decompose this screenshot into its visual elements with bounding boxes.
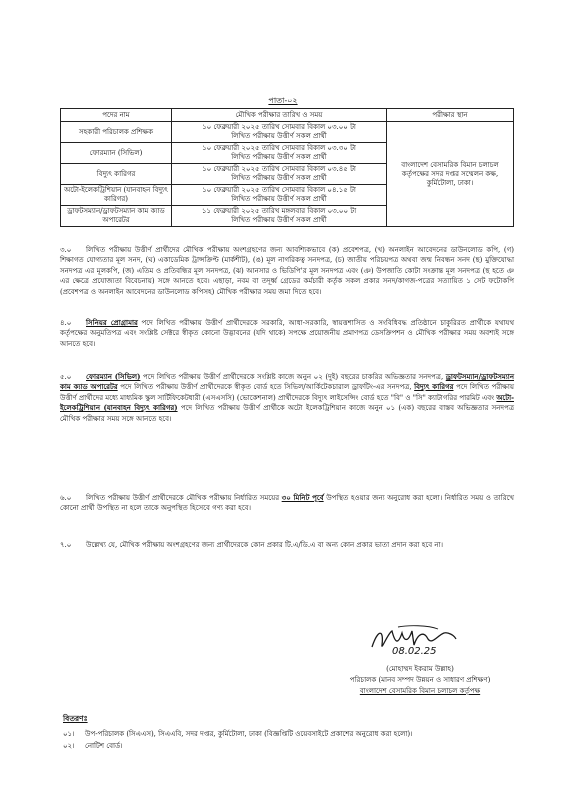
paragraph-3 [60,245,514,297]
paragraph-number: ৩.০ [60,246,72,254]
paragraph-text: লিখিত পরীক্ষায় উত্তীর্ণ প্রার্থীদের মৌখিক পরীক্ষায় অংশগ্রহণের জন্য আবশ্যিকভাবে (ক) প্রবেশপত্র, (খ) অনলাইন আবেদনের ডাউনলোড কপি, (গ) শিক্ষাগত যোগ্যতার মূল সনদ, (ঘ) একাডেমিক ট্রান্সক্রিপ্ট (মার্কশীট), (ঙ) মূল নাগরিকত্ব সনদপত্র, (চ) জাতীয় পরিচয়পত্র অথবা জন্ম নিবন্ধন সনদ (ছ) মুক্তিযোদ্ধা সনদপত্র এর মূলকপি, (জ) এতিম ও প্রতিবন্ধির মূল সনদপত্র, (ঝ) আনসার ও ভিডিপি'র মূল সনদপত্র এবং (ঞ) উপজাতি কোটা সংক্রান্ত মূল সনদপত্র (ছ হতে ঞ এর ক্ষেত্রে প্রযোজ্যতা বিবেচনায়) সঙ্গে আনতে হবে। এছাড়া, নবম বা তদূর্ধ্ব গ্রেডের কর্মচারী কর্তৃক সকল প্রকার সনদ/কাগজ-পত্রের সত্যায়িত ১ সেট ফটোকপি (প্রবেশপত্র ও অনলাইন আবেদনের ডাউনলোড কপিসহ) মৌখিক পরীক্ষার সময় জমা দিতে হবে। [60,246,514,296]
interview-schedule-table [60,108,514,227]
date-line: ১০ ফেব্রুয়ারী ২০২৫ তারিখ সোমবার বিকাল ০৩.০০ টা [202,123,356,131]
date-cell [172,185,387,206]
distribution-text: উপ-পরিচালক (সিএএস), সিএএবি, সদর দপ্তর, কুর্মিটোলা, ঢাকা (বিজ্ঞপ্তিটি ওয়েবসাইটে প্রকাশের অনুরোধ করা হলো)। [85,730,413,738]
candidates-line: লিখিত পরীক্ষায় উত্তীর্ণ সকল প্রার্থী [231,195,327,203]
venue-cell: বাংলাদেশ বেসামরিক বিমান চলাচল কর্তৃপক্ষের সদর দপ্তর সম্মেলন কক্ষ, কুর্মিটোলা, ঢাকা। [387,122,514,227]
date-cell [172,143,387,164]
distribution-number: ০২। [63,742,75,750]
header-post: পদের নাম [61,109,172,122]
post-name-foreman: ফোরম্যান (সিভিল) [86,372,141,381]
signatory-organization: বাংলাদেশ বেসামরিক বিমান চলাচল কর্তৃপক্ষ [359,687,481,695]
header-venue: পরীক্ষার স্থান [387,109,514,122]
header-date-time: মৌখিক পরীক্ষার তারিখ ও সময় [172,109,387,122]
date-line: ১০ ফেব্রুয়ারী ২০২৫ তারিখ সোমবার বিকাল ০৩.৪৫ টা [202,165,356,173]
paragraph-number: ৪.০ [60,319,72,327]
paragraph-text: লিখিত পরীক্ষায় উত্তীর্ণ প্রার্থীদেরকে মৌখিক পরীক্ষায় নির্ধারিত সময়ের [86,494,282,502]
post-cell: ফোরম্যান (সিভিল) [61,143,172,164]
signature-date: 08.02.25 [392,646,437,657]
post-name-draftsman: ড্রাফটসম্যান/ড্রাফটসম্যান কাম ক্যাড অপারেটর [60,372,514,392]
paragraph-text: পদে লিখিত পরীক্ষায় উত্তীর্ণ প্রার্থীকে অটো ইলেকট্রিশিয়ান কাজে অনুন ০১ (এক) বছরের বাস্তব অভিজ্ঞতার সনদপত্র মৌখিক পরীক্ষার সময় সঙ্গে আনতে হবে। [60,404,514,423]
paragraph-text: পদে লিখিত পরীক্ষায় উত্তীর্ণ প্রার্থীদেরকে সরকারি, আধা-সরকারি, স্বায়ত্তশাসিত ও সংবিধিবদ্ধ প্রতিষ্ঠানে চাকুরিরত প্রার্থীকে যথাযথ কর্তৃপক্ষের অনুমতিপত্র এবং সংশ্লিষ্ট সেক্টরে স্বীকৃত কোনো উদ্ভাবনের (যদি থাকে) সপক্ষে প্রয়োজনীয় প্রমাণপত্র ডেসক্রিপশন ও মৌখিক পরীক্ষার সময় অবশ্যই সঙ্গে আনতে হবে। [60,319,514,348]
candidates-line: লিখিত পরীক্ষায় উত্তীর্ণ সকল প্রার্থী [231,216,327,224]
paragraph-6 [60,493,514,514]
paragraph-text: পদে লিখিত পরীক্ষায় উত্তীর্ণ প্রার্থীদেরকে স্বীকৃত বোর্ড হতে সিভিল/আর্কিটেকচারাল ড্রাফটিং-এর সনদপত্র, [117,383,415,392]
thirty-minutes-emphasis: ৩০ মিনিট পূর্বে [281,493,324,502]
paragraph-text: উপস্থিত হওয়ার জন্য অনুরোধ করা হলো। নির্ধারিত সময় ও তারিখে কোনো প্রার্থী উপস্থিত না হলে তাকে অনুপস্থিত হিসেবে গণ্য করা হবে। [60,494,515,513]
paragraph-text: পদে লিখিত পরীক্ষায় উত্তীর্ণ প্রার্থীদের মধ্যে মাধ্যমিক স্কুল সার্টিফিকেটধারী (এসএসসি) (ভোকেশনাল) প্রার্থীদেরকে বিদ্যুৎ লাইসেন্সিং বোর্ড হতে "বি" ও "সি" ক্যাটাগরির পারমিট এবং [60,383,514,402]
paragraph-number: ৫.০ [60,373,72,381]
date-cell [172,164,387,185]
date-cell [172,206,387,227]
paragraph-number: ৭.০ [60,541,72,549]
post-cell: ড্রাফটসম্যান/ড্রাফটসম্যান কাম ক্যাড অপারেটর [61,206,172,227]
post-name-electrician: বিদ্যুৎ কারিগর [414,382,454,392]
candidates-line: লিখিত পরীক্ষায় উত্তীর্ণ সকল প্রার্থী [231,153,327,161]
date-line: ১১ ফেব্রুয়ারী ২০২৫ তারিখ মঙ্গলবার বিকাল ০৩.০০ টা [201,207,357,215]
post-name-auto-electrician: অটো-ইলেকট্রিশিয়ান (যানবাহন বিদ্যুৎ কারিগর) [60,392,514,413]
signatory-name: (মোহাম্মদ ইকরাম উল্লাহ) [386,665,454,673]
date-line: ১০ ফেব্রুয়ারী ২০২৫ তারিখ সোমবার বিকাল ০৪.১৫ টা [202,186,356,194]
paragraph-text: উল্লেখ্য যে, মৌখিক পরীক্ষায় অংশগ্রহণের জন্য প্রার্থীদেরকে কোন প্রকার টি.এ/ডি.এ বা অন্য কোন প্রকার ভাতা প্রদান করা হবে না। [86,541,444,549]
table-header-row [61,109,514,122]
table-row [61,122,514,143]
distribution-title: বিতরণঃ [63,714,88,723]
paragraph-text: পদে লিখিত পরীক্ষায় উত্তীর্ণ প্রার্থীদেরকে সংশ্লিষ্ট কাজে অনুন ০২ (দুই) বছরের চাকরির অভিজ্ঞতার সনদপত্র, [140,373,446,381]
date-cell [172,122,387,143]
distribution-text: নোটিশ বোর্ড। [85,742,123,750]
post-cell: বিদ্যুৎ কারিগর [61,164,172,185]
paragraph-number: ৬.০ [60,494,72,502]
distribution-item [63,729,523,739]
candidates-line: লিখিত পরীক্ষায় উত্তীর্ণ সকল প্রার্থী [231,132,327,140]
signatory-designation: পরিচালক (মানব সম্পদ উন্নয়ন ও সাধারণ প্রশিক্ষণ) [349,676,491,684]
post-name-senior-programmer: সিনিয়র প্রোগ্রামার [86,318,138,327]
candidates-line: লিখিত পরীক্ষায় উত্তীর্ণ সকল প্রার্থী [231,174,327,182]
distribution-item [63,741,523,751]
paragraph-5 [60,372,514,424]
page-number: পাতা-০২ [268,96,298,105]
paragraph-4 [60,318,514,349]
post-cell: সহকারী পরিচালক প্রশিক্ষক [61,122,172,143]
date-line: ১০ ফেব্রুয়ারী ২০২৫ তারিখ সোমবার বিকাল ০৩.৩০ টা [202,144,356,152]
distribution-number: ০১। [63,730,75,738]
paragraph-7 [60,540,514,550]
post-cell: অটো-ইলেকট্রিশিয়ান (যানবাহন বিদ্যুৎ কারিগর) [61,185,172,206]
